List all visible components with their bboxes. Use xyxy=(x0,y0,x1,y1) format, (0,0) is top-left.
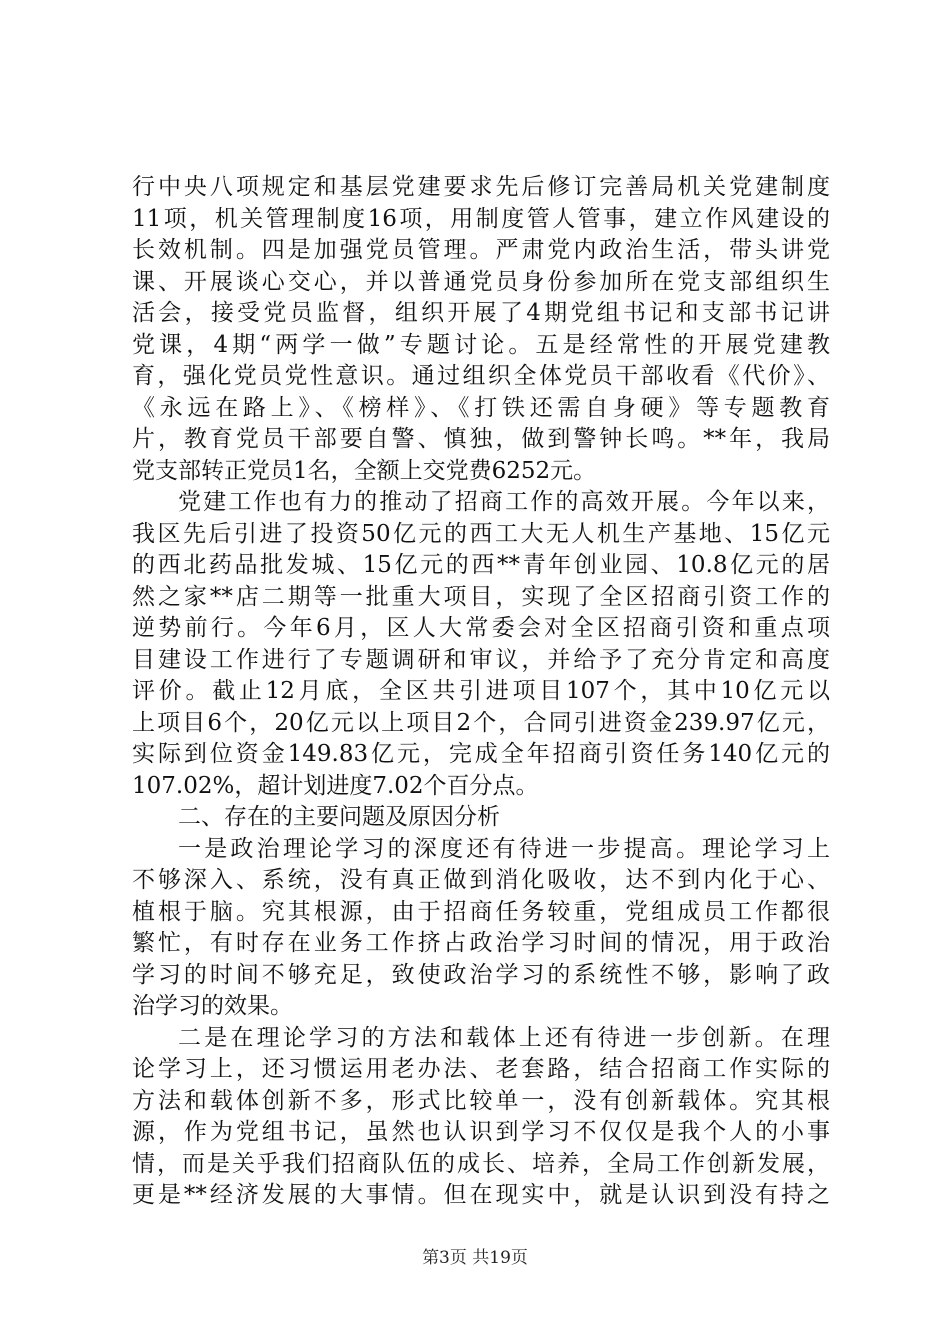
text-line: 学习的时间不够充足，致使政治学习的系统性不够，影响了政 xyxy=(132,961,830,988)
text-line: 植根于脑。究其根源，由于招商任务较重，党组成员工作都很 xyxy=(132,898,830,925)
text-line: 的西北药品批发城、15亿元的西**青年创业园、10.8亿元的居 xyxy=(132,552,830,578)
text-line: 不够深入、系统，没有真正做到消化吸收，达不到内化于心、 xyxy=(132,867,830,893)
text-line: 情，而是关乎我们招商队伍的成长、培养，全局工作创新发展， xyxy=(132,1150,830,1177)
text-line: 党建工作也有力的推动了招商工作的高效开展。今年以来， xyxy=(178,489,830,515)
text-line: 然之家**店二期等一批重大项目，实现了全区招商引资工作的 xyxy=(132,583,830,610)
text-line: 11项，机关管理制度16项，用制度管人管事，建立作风建设的 xyxy=(132,205,830,232)
text-line: 逆势前行。今年6月，区人大常委会对全区招商引资和重点项 xyxy=(132,615,830,641)
text-line: 《永远在路上》、《榜样》、《打铁还需自身硬》等专题教育 xyxy=(132,394,830,421)
text-line: 治学习的效果。 xyxy=(132,993,293,1019)
text-line: 实际到位资金149.83亿元，完成全年招商引资任务140亿元的 xyxy=(132,741,830,767)
text-line: 更是**经济发展的大事情。但在现实中，就是认识到没有持之 xyxy=(132,1182,830,1208)
text-line: 我区先后引进了投资50亿元的西工大无人机生产基地、15亿元 xyxy=(132,520,830,547)
text-line: 上项目6个，20亿元以上项目2个，合同引进资金239.97亿元， xyxy=(132,709,830,736)
text-line: 评价。截止12月底，全区共引进项目107个，其中10亿元以 xyxy=(132,678,830,704)
text-line: 活会，接受党员监督，组织开展了4期党组书记和支部书记讲 xyxy=(132,300,830,326)
text-line: 方法和载体创新不多，形式比较单一，没有创新载体。究其根 xyxy=(132,1087,830,1114)
page-footer: 第3页 共19页 xyxy=(422,1248,528,1268)
text-line: 二是在理论学习的方法和载体上还有待进一步创新。在理 xyxy=(178,1024,830,1051)
text-line: 论学习上，还习惯运用老办法、老套路，结合招商工作实际的 xyxy=(132,1056,830,1082)
text-line: 党支部转正党员1名，全额上交党费6252元。 xyxy=(132,457,597,484)
text-line: 目建设工作进行了专题调研和审议，并给予了充分肯定和高度 xyxy=(132,646,830,673)
text-line: 繁忙，有时存在业务工作挤占政治学习时间的情况，用于政治 xyxy=(132,930,830,956)
text-line: 源，作为党组书记，虽然也认识到学习不仅仅是我个人的小事 xyxy=(132,1119,830,1145)
text-line: 片，教育党员干部要自警、慎独，做到警钟长鸣。**年，我局 xyxy=(132,426,830,452)
text-line: 二、存在的主要问题及原因分析 xyxy=(178,804,500,830)
text-line: 育，强化党员党性意识。通过组织全体党员干部收看《代价》、 xyxy=(132,363,830,389)
text-line: 107.02%，超计划进度7.02个百分点。 xyxy=(132,772,539,799)
text-line: 课、开展谈心交心，并以普通党员身份参加所在党支部组织生 xyxy=(132,268,830,295)
body-text xyxy=(132,172,830,1212)
text-line: 党课，4期“两学一做”专题讨论。五是经常性的开展党建教 xyxy=(132,331,830,358)
text-line: 一是政治理论学习的深度还有待进一步提高。理论学习上 xyxy=(178,835,830,862)
text-line: 长效机制。四是加强党员管理。严肃党内政治生活，带头讲党 xyxy=(132,237,830,263)
text-line: 行中央八项规定和基层党建要求先后修订完善局机关党建制度 xyxy=(132,174,830,200)
